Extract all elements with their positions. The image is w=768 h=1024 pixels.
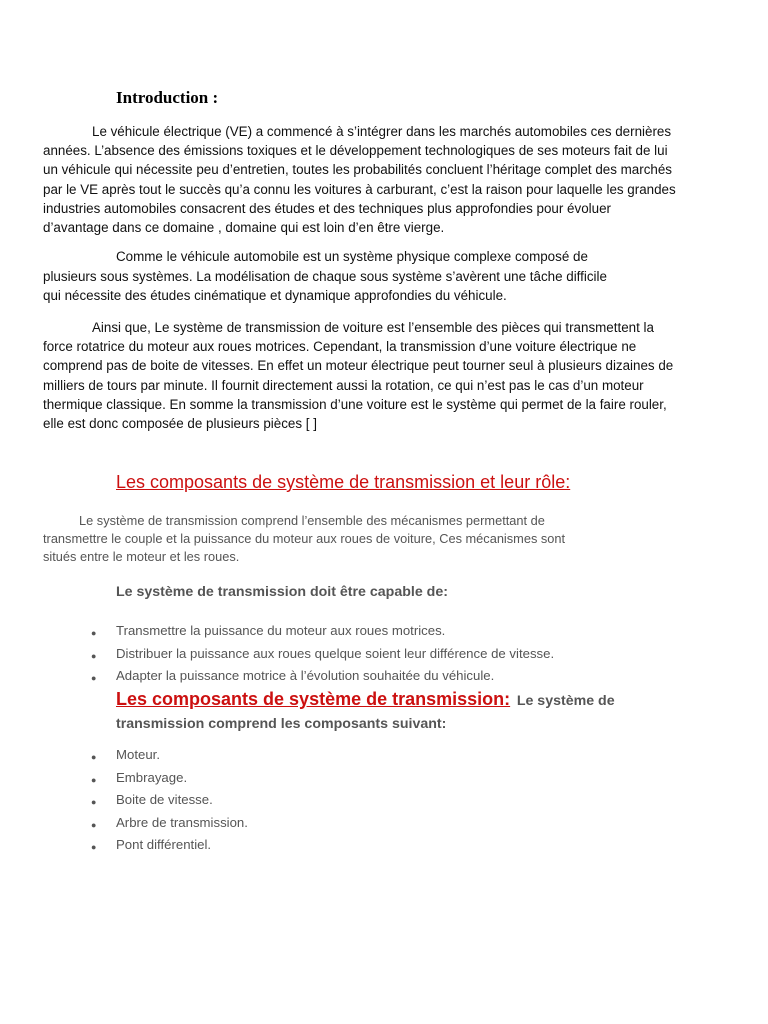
text-line: milliers de tours par minute. Il fournit directement aussi la rotation, ce qui n’est pas le cas d’un moteur xyxy=(43,377,644,393)
bullet-icon: ● xyxy=(91,774,97,785)
text-line: situés entre le moteur et les roues. xyxy=(43,549,240,565)
list-item-text: Arbre de transmission. xyxy=(116,814,248,830)
text-line: années. L’absence des émissions toxiques et le développement technologiques de ses moteurs fait de lui xyxy=(43,143,668,159)
components-heading-line-2: transmission comprend les composants suivant: xyxy=(116,716,447,732)
list-item-text: Moteur. xyxy=(116,747,160,762)
text-line: d’avantage dans ce domaine , domaine qui est loin d’en être vierge. xyxy=(43,220,445,236)
capabilities-subheading: Le système de transmission doit être capable de: xyxy=(116,584,448,600)
text-line: par le VE après tout le succès qu’a connu les voitures à carburant, c’est la raison pour laquelle les grandes xyxy=(43,181,676,197)
components-role-heading: Les composants de système de transmission et leur rôle: xyxy=(116,472,571,492)
bullet-icon: ● xyxy=(91,650,97,661)
transmission-description xyxy=(43,512,565,567)
text-line: qui nécessite des études cinématique et dynamique approfondies du véhicule. xyxy=(43,288,507,303)
intro-paragraph-2 xyxy=(43,247,607,306)
bullet-icon: ● xyxy=(91,842,97,852)
list-item-text: Pont différentiel. xyxy=(116,837,212,852)
text-line: plusieurs sous systèmes. La modélisation de chaque sous système s’avèrent une tâche difficile xyxy=(43,268,607,284)
list-item-text: Boite de vitesse. xyxy=(116,792,213,807)
components-heading-rest: Le système de xyxy=(516,693,615,709)
intro-paragraph-1 xyxy=(43,122,676,237)
text-line: comprend pas de boite de vitesses. En effet un moteur électrique peut tourner seul à plusieurs dizaines de xyxy=(43,358,674,374)
components-heading-red: Les composants de système de transmission: xyxy=(116,689,511,709)
introduction-title: Introduction : xyxy=(116,88,219,107)
bullet-icon: ● xyxy=(91,673,97,683)
text-line: force rotatrice du moteur aux roues motrices. Cependant, la transmission d’une voiture électrique ne xyxy=(43,339,637,355)
text-line: thermique classique. En somme la transmission d’une voiture est le système qui permet de la faire rouler, xyxy=(43,396,667,412)
bullet-icon: ● xyxy=(91,797,97,807)
text-line: Comme le véhicule automobile est un système physique complexe composé de xyxy=(116,249,588,264)
components-heading xyxy=(116,686,615,736)
list-item-text: Transmettre la puissance du moteur aux roues motrices. xyxy=(116,623,446,638)
intro-paragraph-3 xyxy=(43,318,673,433)
text-line: un véhicule qui nécessite peu d’entretien, toutes les probabilités concluent l’héritage complet des marchés xyxy=(43,162,672,178)
list-item-text: Distribuer la puissance aux roues quelque soient leur différence de vitesse. xyxy=(116,645,555,661)
text-line: elle est donc composée de plusieurs pièces [ ] xyxy=(43,416,317,432)
text-line: transmettre le couple et la puissance du moteur aux roues de voiture, Ces mécanismes sont xyxy=(43,531,566,547)
text-line: Le véhicule électrique (VE) a commencé à s’intégrer dans les marchés automobiles ces dernières xyxy=(92,124,672,139)
list-item-text: Adapter la puissance motrice à l’évolution souhaitée du véhicule. xyxy=(116,668,495,683)
bullet-icon: ● xyxy=(91,819,97,830)
bullet-icon: ● xyxy=(91,752,97,762)
bullet-icon: ● xyxy=(91,628,97,638)
text-line: industries automobiles consacrent des études et des techniques plus approfondies pour évoluer xyxy=(43,200,611,216)
list-item-text: Embrayage. xyxy=(116,769,188,785)
text-line: Ainsi que, Le système de transmission de voiture est l’ensemble des pièces qui transmettent la xyxy=(92,320,654,335)
text-line: Le système de transmission comprend l’ensemble des mécanismes permettant de xyxy=(79,513,545,528)
